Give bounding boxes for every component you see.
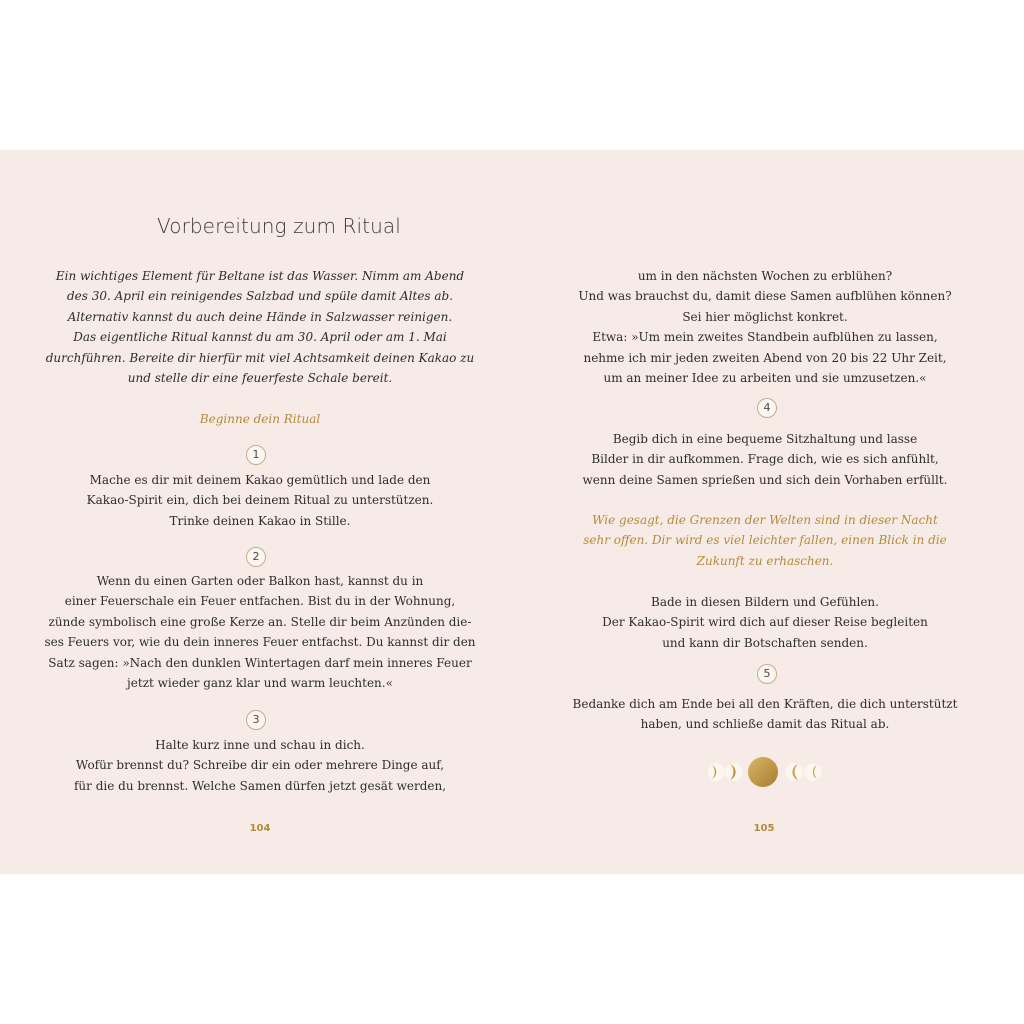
intro-line: und stelle dir eine feuerfeste Schale bereit. bbox=[127, 371, 393, 386]
step-line: haben, und schließe damit das Ritual ab. bbox=[640, 717, 890, 732]
step-number-badge: 3 bbox=[246, 710, 266, 730]
step-1-paragraph bbox=[0, 470, 520, 531]
step-line: Wofür brennst du? Schreibe dir ein oder mehrere Dinge auf, bbox=[75, 758, 445, 773]
intro-line: Ein wichtiges Element für Beltane ist das Wasser. Nimm am Abend bbox=[55, 269, 465, 283]
book-spread bbox=[0, 150, 1024, 874]
page-heading: Vorbereitung zum Ritual bbox=[157, 214, 401, 238]
intro-line: durchführen. Bereite dir hierfür mit viel Achtsamkeit deinen Kakao zu bbox=[45, 350, 475, 365]
step-line: wenn deine Samen sprießen und sich dein Vorhaben erfüllt. bbox=[582, 472, 948, 487]
section-subheading: Beginne dein Ritual bbox=[199, 412, 321, 426]
step-2-paragraph bbox=[0, 571, 520, 693]
step-line: zünde symbolisch eine große Kerze an. Stelle dir beim Anzünden die- bbox=[48, 614, 472, 629]
step-line: Trinke deinen Kakao in Stille. bbox=[169, 513, 351, 528]
step-line: Bilder in dir aufkommen. Frage dich, wie es sich anfühlt, bbox=[591, 452, 939, 467]
continuation-line: um in den nächsten Wochen zu erblühen? bbox=[637, 269, 893, 283]
intro-line: Das eigentliche Ritual kannst du am 30. April oder am 1. Mai bbox=[73, 330, 447, 345]
step-line: ses Feuers vor, wie du dein inneres Feuer entfachst. Du kannst dir den bbox=[44, 635, 476, 650]
step-line: Mache es dir mit deinem Kakao gemütlich und lade den bbox=[89, 473, 431, 487]
body-line: und kann dir Botschaften senden. bbox=[662, 635, 868, 650]
step-line: Kakao-Spirit ein, dich bei deinem Ritual zu unterstützen. bbox=[86, 493, 434, 508]
continuation-paragraph bbox=[512, 266, 1018, 388]
page-number: 104 bbox=[249, 823, 271, 834]
step-5-paragraph bbox=[512, 694, 1018, 735]
step-3-paragraph bbox=[0, 735, 520, 796]
body-line: Bade in diesen Bildern und Gefühlen. bbox=[651, 595, 879, 609]
right-page bbox=[512, 150, 1024, 874]
step-number-badge: 4 bbox=[757, 398, 777, 418]
highlight-line: sehr offen. Dir wird es viel leichter fallen, einen Blick in die bbox=[583, 533, 947, 548]
continuation-line: Und was brauchst du, damit diese Samen aufblühen können? bbox=[578, 289, 952, 304]
step-line: Begib dich in eine bequeme Sitzhaltung und lasse bbox=[612, 432, 918, 446]
left-page bbox=[0, 150, 512, 874]
step-line: Bedanke dich am Ende bei all den Kräften, die dich unterstützt bbox=[572, 697, 958, 711]
step-number-badge: 2 bbox=[246, 547, 266, 567]
step-line: einer Feuerschale ein Feuer entfachen. Bist du in der Wohnung, bbox=[64, 594, 456, 609]
moon-shadow bbox=[708, 763, 725, 781]
continuation-line: Sei hier möglichst konkret. bbox=[682, 309, 848, 324]
highlight-line: Zukunft zu erhaschen. bbox=[696, 553, 834, 568]
step-number-badge: 5 bbox=[757, 664, 777, 684]
moon-phases-icon bbox=[708, 755, 828, 791]
step-line: Halte kurz inne und schau in dich. bbox=[155, 738, 365, 752]
intro-paragraph bbox=[0, 266, 520, 388]
continuation-line: um an meiner Idee zu arbeiten und sie umzusetzen.« bbox=[603, 371, 927, 386]
highlight-line: Wie gesagt, die Grenzen der Welten sind in dieser Nacht bbox=[592, 513, 938, 527]
moon-full bbox=[748, 757, 778, 787]
step-line: Satz sagen: »Nach den dunklen Wintertagen darf mein inneres Feuer bbox=[48, 655, 472, 670]
after-highlight-paragraph bbox=[512, 592, 1018, 653]
highlight-paragraph bbox=[512, 510, 1018, 571]
continuation-line: Etwa: »Um mein zweites Standbein aufblühen zu lassen, bbox=[592, 330, 938, 345]
step-line: Wenn du einen Garten oder Balkon hast, kannst du in bbox=[96, 574, 424, 588]
step-line: für die du brennst. Welche Samen dürfen jetzt gesät werden, bbox=[73, 778, 447, 793]
step-line: jetzt wieder ganz klar und warm leuchten.« bbox=[127, 676, 393, 691]
page-number: 105 bbox=[753, 823, 775, 834]
continuation-line: nehme ich mir jeden zweiten Abend von 20 bis 22 Uhr Zeit, bbox=[583, 350, 947, 365]
step-4-paragraph bbox=[512, 429, 1018, 490]
step-number-badge: 1 bbox=[246, 445, 266, 465]
intro-line: des 30. April ein reinigendes Salzbad und spüle damit Altes ab. bbox=[66, 289, 454, 304]
intro-line: Alternativ kannst du auch deine Hände in Salzwasser reinigen. bbox=[67, 309, 453, 324]
body-line: Der Kakao-Spirit wird dich auf dieser Reise begleiten bbox=[602, 615, 928, 630]
